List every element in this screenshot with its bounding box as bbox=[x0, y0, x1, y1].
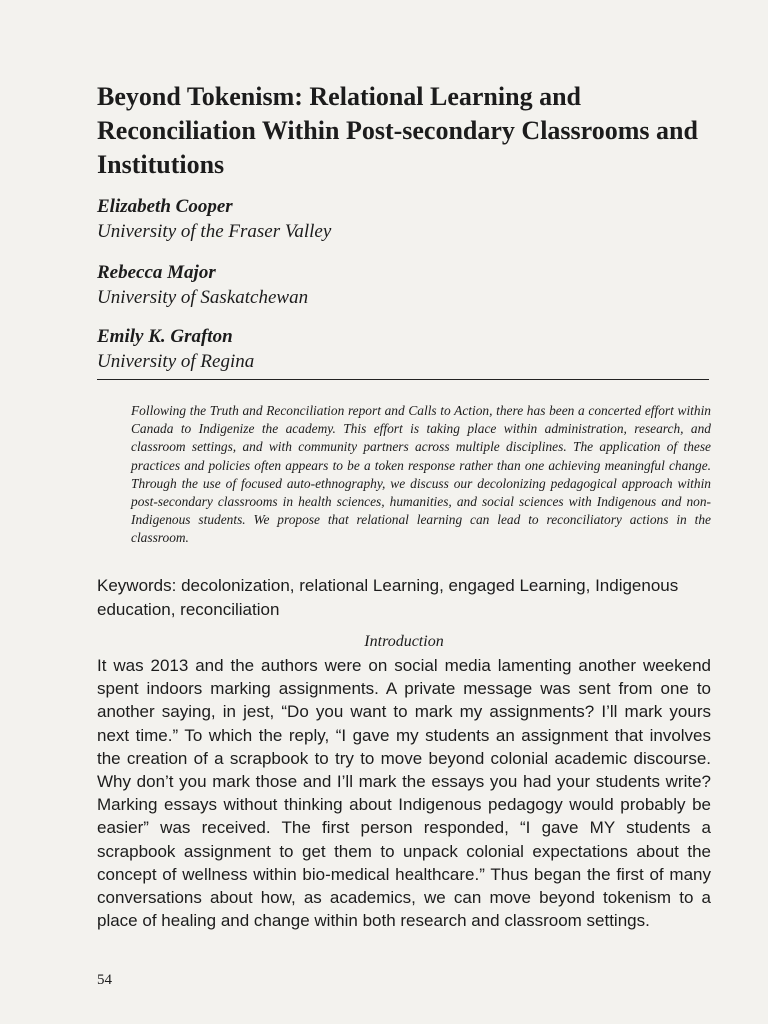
section-heading: Introduction bbox=[364, 633, 444, 650]
author-block-1 bbox=[97, 194, 697, 244]
author-affiliation: University of the Fraser Valley bbox=[97, 221, 332, 242]
author-block-2 bbox=[97, 260, 697, 310]
article-title: Beyond Tokenism: Relational Learning and Reconciliation Within Post-secondary Classrooms and Institutions bbox=[97, 82, 698, 179]
author-block-3 bbox=[97, 324, 697, 374]
page-number: 54 bbox=[97, 972, 112, 988]
author-affiliation: University of Saskatchewan bbox=[97, 287, 309, 308]
header-divider bbox=[97, 379, 709, 380]
abstract: Following the Truth and Reconciliation report and Calls to Action, there has been a concerted effort within Canada to Indigenize the academy. This effort is taking place within administration, research, and classroom settings, and with community partners across multiple disciplines. The application of these practices and policies often appears to be a token response rather than one achieving meaningful change. Through the use of focused auto-ethnography, we discuss our decolonizing pedagogical approach within post-secondary classrooms in health sciences, humanities, and social sciences with Indigenous and non-Indigenous students. We propose that relational learning can lead to reconciliatory actions in the classroom. bbox=[131, 403, 711, 546]
author-affiliation: University of Regina bbox=[97, 351, 255, 372]
author-name: Emily K. Grafton bbox=[97, 326, 233, 347]
author-name: Elizabeth Cooper bbox=[97, 196, 233, 217]
author-name: Rebecca Major bbox=[97, 262, 216, 283]
body-paragraph: It was 2013 and the authors were on social media lamenting another weekend spent indoors marking assignments. A private message was sent from one to another saying, in jest, “Do you want to mark my assignments? I’ll mark yours next time.” To which the reply, “I gave my students an assignment that involves the creation of a scrapbook to try to move beyond colonial academic discourse. Why don’t you mark those and I’ll mark the essays you had your students write? Marking essays without thinking about Indigenous pedagogy would probably be easier” was received. The first person responded, “I gave MY students a scrapbook assignment to get them to unpack colonial expectations about the concept of wellness within bio-medical healthcare.” Thus began the first of many conversations about how, as academics, we can move beyond tokenism to a place of healing and change within both research and classroom settings. bbox=[97, 656, 711, 931]
keywords: Keywords: decolonization, relational Learning, engaged Learning, Indigenous education, reconciliation bbox=[97, 576, 679, 619]
